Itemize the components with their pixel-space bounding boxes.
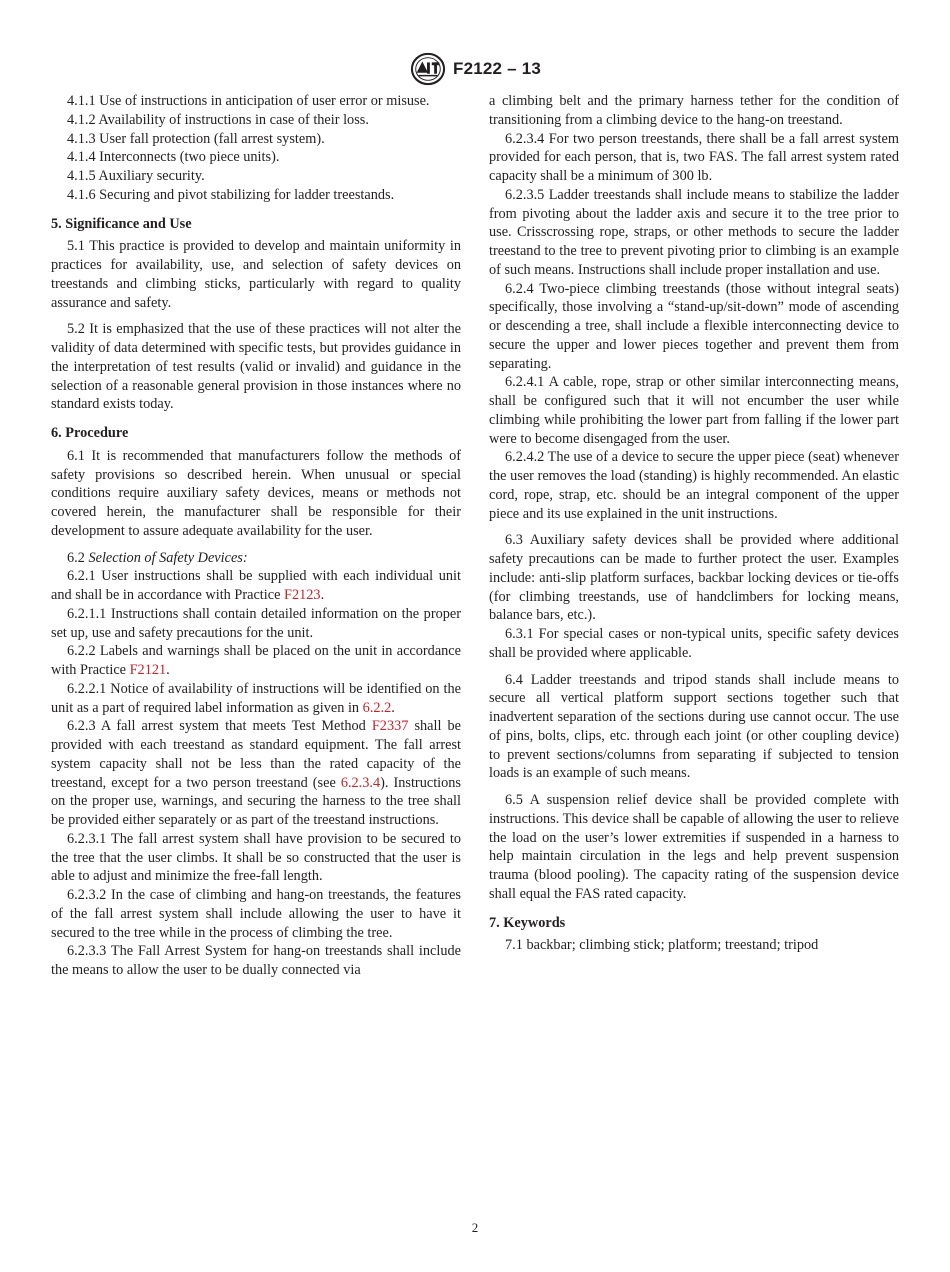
astm-logo-icon	[409, 52, 447, 86]
section-heading-6: 6. Procedure	[51, 425, 129, 441]
paragraph-5-1: 5.1 This practice is provided to develop and maintain uniformity in practices for availability, use, and selection of safety devices on treestands and climbing sticks, particularly with regard to quality assurance and safety.	[51, 238, 461, 311]
paragraph-number: 6.2	[67, 549, 85, 566]
paragraph-text: ). Instructions on the proper use, warnings, and securing the harness to the tree shall be provided either separately or as part of the treestand instructions.	[51, 774, 461, 828]
paragraph-4-1-1: 4.1.1 Use of instructions in anticipation of user error or misuse.	[67, 93, 430, 109]
paragraph-6-2-1: 6.2.1 User instructions shall be supplied with each individual unit and shall be in accordance with Practice F2123.	[51, 568, 461, 603]
left-column	[51, 92, 461, 980]
paragraph-6-2-3-5: 6.2.3.5 Ladder treestands shall include means to stabilize the ladder from pivoting about the ladder axis and secure it to the tree prior to use. Crisscrossing rope, straps, or other methods to secure the ladder treestand to the tree to prevent pivoting prior to climbing is an example of such means. Instructions shall include proper installation and use.	[489, 186, 899, 278]
reference-link-f2123[interactable]: F2123	[284, 587, 321, 603]
page-number: 2	[471, 1220, 479, 1235]
paragraph-5-2: 5.2 It is emphasized that the use of these practices will not alter the validity of data determined with specific tests, but provides guidance in the interpretation of test results (valid or invalid) and guidance in the selection of a reasonable general provision in those instances where no standard exists today.	[51, 321, 461, 413]
reference-link-6-2-2[interactable]: 6.2.2	[362, 699, 392, 716]
paragraph-text: 6.2.1 User instructions shall be supplied with each individual unit and shall be in accordance with Practice	[51, 568, 461, 603]
paragraph-6-2-3-1: 6.2.3.1 The fall arrest system shall have provision to be secured to the tree that the user climbs. It shall be so constructed that the user is able to adjust and minimize the free-fall length.	[51, 830, 461, 885]
paragraph-6-4: 6.4 Ladder treestands and tripod stands shall include means to secure all vertical platform support sections together such that inadvertent separation of the sections during use cannot occur. The use of pins, bolts, clips, etc. through each joint (or other coupling device) to prevent sections/columns from separating if subjected to tension loads is an example of such means.	[489, 671, 899, 782]
paragraph-4-1-4: 4.1.4 Interconnects (two piece units).	[67, 149, 280, 166]
paragraph-6-2-3	[51, 717, 461, 830]
paragraph-text: shall be provided with each treestand as standard equipment. The fall arrest system capacity shall not be less than the rated capacity of the treestand, except for a two person treestand (see	[51, 718, 461, 791]
paragraph-6-3: 6.3 Auxiliary safety devices shall be provided where additional safety precautions can be made to further protect the user. Examples include: anti-slip platform surfaces, backbar locking devices or tie-offs (for climbing treestands, use of handclimbers for locking means, balance bars, etc.).	[489, 532, 899, 624]
paragraph-title: Selection of Safety Devices:	[88, 549, 248, 566]
paragraph-4-1-5: 4.1.5 Auxiliary security.	[67, 168, 205, 184]
paragraph-text: 6.2.3 A fall arrest system that meets Test Method	[67, 718, 366, 735]
reference-link-6-2-3-4[interactable]: 6.2.3.4	[340, 774, 381, 791]
page-header	[0, 52, 950, 91]
paragraph-6-2-2: 6.2.2 Labels and warnings shall be placed on the unit in accordance with Practice F2121.	[51, 643, 461, 678]
right-column	[489, 92, 899, 955]
paragraph-6-2	[51, 549, 461, 568]
paragraph-text: 6.2.2.1 Notice of availability of instructions will be identified on the unit as a part of required label information as given in	[51, 680, 461, 716]
section-heading-7: 7. Keywords	[489, 914, 566, 931]
paragraph-6-2-2-1: 6.2.2.1 Notice of availability of instructions will be identified on the unit as a part of required label information as given in 6.2.2.	[51, 680, 461, 716]
paragraph-6-2-4-1: 6.2.4.1 A cable, rope, strap or other similar interconnecting means, shall be configured such that it will not encumber the user while climbing while prohibiting the lower part from falling if the lower part were to become disengaged from the user.	[489, 374, 899, 447]
reference-link-f2337[interactable]: F2337	[371, 718, 409, 735]
paragraph-text: 6.2.2 Labels and warnings shall be placed on the unit in accordance with Practice	[51, 643, 461, 678]
reference-link-f2121[interactable]: F2121	[129, 662, 167, 678]
paragraph-6-5: 6.5 A suspension relief device shall be provided complete with instructions. This device shall be capable of allowing the user to relieve the load on the user’s lower extremities if suspended in a harness to help maintain circulation in the legs and help prevent suspension trauma (blood pooling). The capacity rating of the suspension device shall equal the FAS rated capacity.	[489, 792, 899, 902]
paragraph-6-2-3-3: 6.2.3.3 The Fall Arrest System for hang-on treestands shall include the means to allow the user to be dually connected via	[51, 943, 461, 978]
paragraph-6-2-1-1: 6.2.1.1 Instructions shall contain detailed information on the proper set up, use and safety precautions for the unit.	[51, 605, 461, 641]
paragraph-4-1-3: 4.1.3 User fall protection (fall arrest system).	[67, 130, 325, 147]
paragraph-6-2-3-3-continued: a climbing belt and the primary harness tether for the condition of transitioning from a climbing device to the hang-on treestand.	[489, 93, 899, 128]
section-heading-5: 5. Significance and Use	[51, 215, 192, 232]
paragraph-6-1: 6.1 It is recommended that manufacturers follow the methods of safety provisions so described herein. When unusual or special conditions require auxiliary safety devices, means or methods not covered herein, the manufacturer shall be responsible for their development to assure adequate availability for the user.	[51, 447, 461, 539]
paragraph-4-1-2: 4.1.2 Availability of instructions in case of their loss.	[67, 111, 369, 128]
paragraph-6-3-1: 6.3.1 For special cases or non-typical units, specific safety devices shall be provided where applicable.	[489, 626, 899, 661]
paragraph-6-2-3-2: 6.2.3.2 In the case of climbing and hang-on treestands, the features of the fall arrest system shall include allowing the user to have it secured to the tree while in the process of climbing the tree.	[51, 887, 461, 941]
paragraph-7-1: 7.1 backbar; climbing stick; platform; treestand; tripod	[505, 937, 819, 954]
paragraph-6-2-4: 6.2.4 Two-piece climbing treestands (those without integral seats) specifically, those involving a “stand-up/sit-down” mode of ascending or descending a tree, shall include a flexible interconnecting device to secure the upper and lower pieces together and prevent them from separating.	[489, 280, 899, 372]
paragraph-6-2-3-4: 6.2.3.4 For two person treestands, there shall be a fall arrest system provided for each person, that is, two FAS. The fall arrest system rated capacity shall be a minimum of 300 lb.	[489, 130, 899, 184]
paragraph-4-1-6: 4.1.6 Securing and pivot stabilizing for ladder treestands.	[67, 186, 395, 203]
standard-designation: F2122 – 13	[452, 59, 541, 78]
paragraph-6-2-4-2: 6.2.4.2 The use of a device to secure the upper piece (seat) whenever the user removes the load (standing) is highly recommended. An elastic cord, rope, strap, etc. should be an integral component of the upper piece and its use explained in the unit instructions.	[489, 449, 899, 522]
